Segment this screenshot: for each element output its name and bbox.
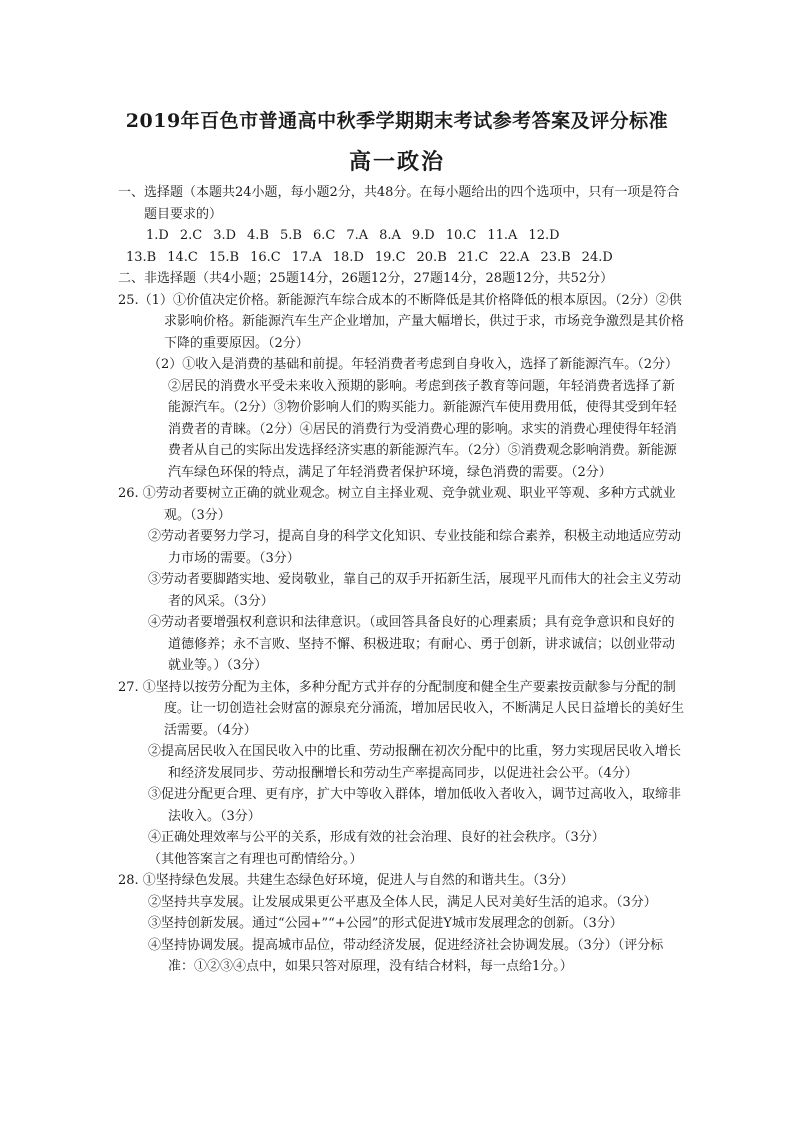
q28-point-4: ④坚持协调发展。提高城市品位，带动经济发展，促进经济社会协调发展。（3分）（评分标准：①②③④点中，如果只答对原理，没有结合材料，每一点给1分。） bbox=[148, 937, 664, 974]
q27-point-4: ④正确处理效率与公平的关系，形成有效的社会治理、良好的社会秩序。（3分） bbox=[148, 830, 605, 845]
mc-answer: 18.D bbox=[332, 249, 364, 265]
q27-note: （其他答案言之有理也可酌情给分。） bbox=[148, 851, 363, 867]
q27-point-3: ③促进分配更合理、更有序，扩大中等收入群体，增加低收入者收入，调节过高收入，取缔非法收入。（3分） bbox=[148, 787, 682, 824]
mc-answer: 10.C bbox=[445, 228, 477, 243]
mc-answer: 9.D bbox=[411, 228, 435, 243]
mc-answer: 17.A bbox=[291, 249, 322, 265]
section-2-heading: 二、非选择题（共4小题；25题14分，26题12分，27题14分，28题12分，共52分） bbox=[118, 271, 614, 286]
mc-answer: 13.B bbox=[126, 249, 157, 265]
document-subtitle: 高一政治 bbox=[348, 149, 445, 175]
mc-answer: 24.D bbox=[581, 249, 613, 265]
section-1-heading: 一、选择题（本题共24小题，每小题2分，共48分。在每小题给出的四个选项中，只有一项是符合题目要求的） bbox=[118, 185, 680, 222]
mc-answer: 14.C bbox=[167, 249, 198, 265]
mc-answers-row-1 bbox=[118, 225, 684, 247]
mc-answer: 16.C bbox=[250, 249, 281, 265]
q27-point-1: 27. ①坚持以按劳分配为主体，多种分配方式并存的分配制度和健全生产要素按贡献参与分配的制度。让一切创造社会财富的源泉充分涌流，增加居民收入，不断满足人民日益增长的美好生活需要。（4分） bbox=[118, 679, 685, 738]
mc-answer: 15.B bbox=[208, 249, 240, 265]
mc-answers-row-2 bbox=[118, 247, 684, 269]
q25-part-1: 25.（1）①价值决定价格。新能源汽车综合成本的不断降低是其价格降低的根本原因。（2分）②供求影响价格。新能源汽车生产企业增加，产量大幅增长，供过于求，市场竞争激烈是其价格下降的重要原因。（2分） bbox=[118, 292, 685, 351]
mc-answer: 8.A bbox=[379, 228, 401, 243]
q26-point-1: 26. ①劳动者要树立正确的就业观念。树立自主择业观、竞争就业观、职业平等观、多种方式就业观。（3分） bbox=[118, 486, 676, 523]
answer-content bbox=[118, 182, 684, 978]
q26-point-2: ②劳动者要努力学习，提高自身的科学文化知识、专业技能和综合素养，积极主动地适应劳动力市场的需要。（3分） bbox=[148, 529, 682, 566]
mc-answer: 3.D bbox=[213, 228, 237, 243]
mc-answer: 7.A bbox=[346, 228, 369, 243]
mc-answer: 6.C bbox=[312, 228, 336, 243]
q28-point-3: ③坚持创新发展。通过“公园+”“+公园”的形式促进Y城市发展理念的创新。（3分） bbox=[148, 916, 623, 931]
mc-answer: 21.C bbox=[457, 249, 489, 265]
q28-point-1: 28. ①坚持绿色发展。共建生态绿色好环境，促进人与自然的和谐共生。（3分） bbox=[118, 873, 574, 888]
mc-answer: 12.D bbox=[528, 228, 560, 243]
document-title: 2019年百色市普通高中秋季学期期末考试参考答案及评分标准 bbox=[125, 110, 669, 132]
mc-answer: 19.C bbox=[374, 249, 406, 265]
q26-point-4: ④劳动者要增强权利意识和法律意识。（或回答具备良好的心理素质；具有竞争意识和良好的道德修养；永不言败、坚持不懈、积极进取；有耐心、勇于创新，讲求诚信；以创业带动就业等。）（3分） bbox=[148, 615, 676, 673]
mc-answer: 22.A bbox=[499, 249, 530, 265]
mc-answer: 20.B bbox=[416, 249, 447, 265]
q26-point-3: ③劳动者要脚踏实地、爱岗敬业，靠自己的双手开拓新生活，展现平凡而伟大的社会主义劳动者的风采。（3分） bbox=[148, 572, 682, 609]
mc-answer: 4.B bbox=[247, 228, 269, 243]
q27-point-2: ②提高居民收入在国民收入中的比重、劳动报酬在初次分配中的比重，努力实现居民收入增长和经济发展同步、劳动报酬增长和劳动生产率提高同步，以促进社会公平。（4分） bbox=[148, 744, 682, 781]
mc-answer: 2.C bbox=[179, 228, 203, 243]
mc-answer: 1.D bbox=[146, 228, 169, 243]
mc-answer: 23.B bbox=[540, 249, 571, 265]
mc-answer: 5.B bbox=[279, 228, 302, 243]
q28-point-2: ②坚持共享发展。让发展成果更公平惠及全体人民，满足人民对美好生活的追求。（3分） bbox=[148, 894, 657, 910]
mc-answer: 11.A bbox=[487, 228, 518, 243]
q25-part-2: （2）①收入是消费的基础和前提。年轻消费者考虑到自身收入，选择了新能源汽车。（2分）②居民的消费水平受未来收入预期的影响。考虑到孩子教育等问题，年轻消费者选择了新能源汽车。（2分）③物价影响人们的购买能力。新能源汽车使用费用低，使得其受到年轻消费者的青睐。（2分）④居民的消费行为受消费心理的影响。求实的消费心理使得年轻消费者从自己的实际出发选择经济实惠的新能源汽车。（2分）⑤消费观念影响消费。新能源汽车绿色环保的特点，满足了年轻消费者保护环境，绿色消费的需要。（2分） bbox=[148, 357, 679, 480]
